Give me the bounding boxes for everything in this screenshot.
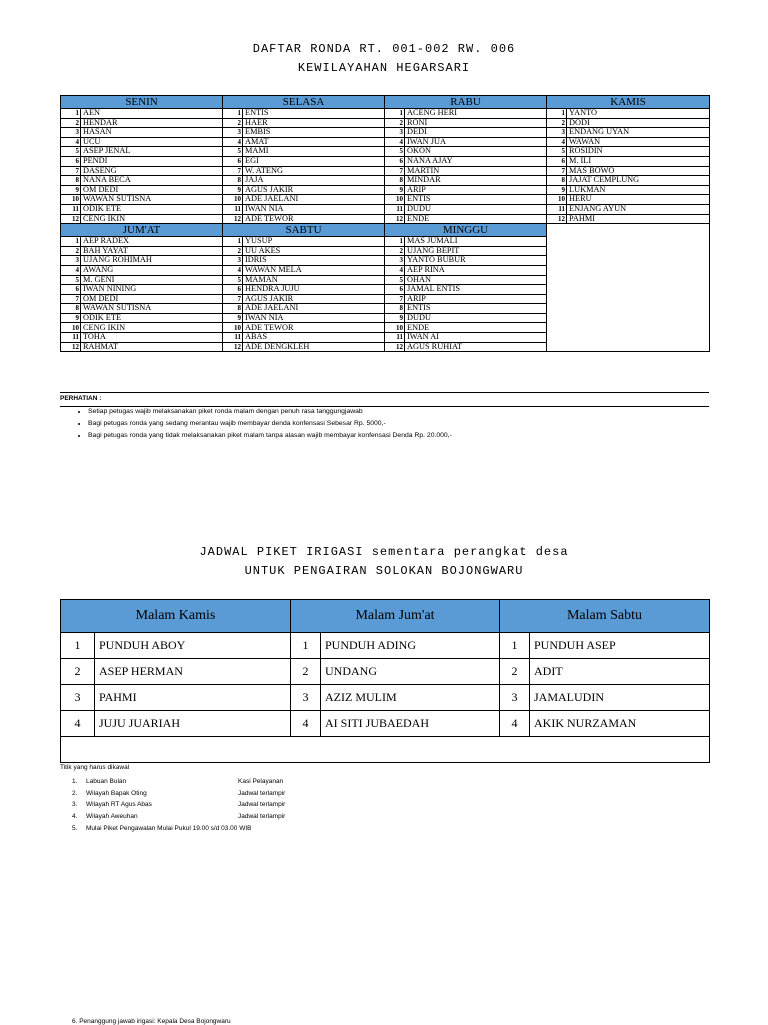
table-row xyxy=(61,214,710,224)
ronda-subtitle: KEWILAYAHAN HEGARSARI xyxy=(297,61,471,75)
piket-title: JADWAL PIKET IRIGASI sementara perangkat desa xyxy=(199,545,569,559)
row-number: 7 xyxy=(61,294,81,304)
member-name: ROSIDIN xyxy=(567,147,710,157)
member-name: WAWAN MELA xyxy=(243,265,385,275)
row-number: 3 xyxy=(223,256,243,266)
row-number: 2 xyxy=(61,118,81,128)
member-name: AWANG xyxy=(81,265,223,275)
row-number: 8 xyxy=(223,304,243,314)
row-number: 5 xyxy=(223,275,243,285)
row-number: 9 xyxy=(61,185,81,195)
member-name: DUDU xyxy=(405,204,547,214)
member-name: AGUS JAKIR xyxy=(243,185,385,195)
member-name: ENDE xyxy=(405,214,547,224)
member-name: BAH YAYAT xyxy=(81,246,223,256)
table-row xyxy=(61,176,710,186)
row-number: 11 xyxy=(61,333,81,343)
row-number: 9 xyxy=(385,313,405,323)
row-number: 6 xyxy=(223,156,243,166)
row-number: 10 xyxy=(223,323,243,333)
night-header: Malam Kamis xyxy=(61,600,291,633)
member-name: ENTIS xyxy=(405,304,547,314)
member-name: JAMAL ENTIS xyxy=(405,285,547,295)
table-row xyxy=(61,195,710,205)
row-number: 6 xyxy=(547,156,567,166)
member-name: ABAS xyxy=(243,333,385,343)
member-name: IWAN NIA xyxy=(243,204,385,214)
row-number: 7 xyxy=(547,166,567,176)
row-number: 1 xyxy=(291,633,321,659)
empty-box xyxy=(547,224,710,352)
row-number: 11 xyxy=(61,204,81,214)
row-number: 2 xyxy=(223,118,243,128)
member-name: ENJANG AYUN xyxy=(567,204,710,214)
row-number: 6 xyxy=(61,156,81,166)
row-number: 2 xyxy=(547,118,567,128)
member-name: DASENG xyxy=(81,166,223,176)
member-name: W. ATENG xyxy=(243,166,385,176)
row-number: 8 xyxy=(223,176,243,186)
row-number: 2 xyxy=(385,246,405,256)
member-name: MAMAN xyxy=(243,275,385,285)
member-name: CENG IKIN xyxy=(81,323,223,333)
member-name: ODIK ETE xyxy=(81,313,223,323)
member-name: ADE TEWOR xyxy=(243,214,385,224)
row-number: 12 xyxy=(547,214,567,224)
row-number: 11 xyxy=(385,204,405,214)
row-number: 5 xyxy=(61,275,81,285)
member-name: AEP RADEX xyxy=(81,237,223,247)
ronda-header-row xyxy=(61,96,710,109)
row-number: 4 xyxy=(385,137,405,147)
member-name: IDRIS xyxy=(243,256,385,266)
member-name: MINDAR xyxy=(405,176,547,186)
row-number: 12 xyxy=(61,214,81,224)
table-row xyxy=(61,204,710,214)
member-name: YUSUP xyxy=(243,237,385,247)
member-name: DODI xyxy=(567,118,710,128)
officer-name: PAHMI xyxy=(95,685,291,711)
row-number: 2 xyxy=(291,659,321,685)
row-number: 4 xyxy=(61,137,81,147)
row-number: 11 xyxy=(223,204,243,214)
table-row xyxy=(61,685,710,711)
member-name: HAER xyxy=(243,118,385,128)
member-name: JAJA xyxy=(243,176,385,186)
member-name: M. ILI xyxy=(567,156,710,166)
member-name: HENDRA JUJU xyxy=(243,285,385,295)
titik-item: 1. Labuan Bulan Kasi Pelayanan xyxy=(72,778,284,785)
member-name: ENDE xyxy=(405,323,547,333)
member-name: UJANG ROHIMAH xyxy=(81,256,223,266)
member-name: IWAN NINING xyxy=(81,285,223,295)
row-number: 1 xyxy=(223,237,243,247)
member-name: JAJAT CEMPLUNG xyxy=(567,176,710,186)
row-number: 12 xyxy=(385,214,405,224)
row-number: 1 xyxy=(500,633,530,659)
member-name: OM DEDI xyxy=(81,294,223,304)
piket-schedule-table xyxy=(60,599,710,763)
member-name: M. GENI xyxy=(81,275,223,285)
officer-name: AKIK NURZAMAN xyxy=(530,711,710,737)
day-header: MINGGU xyxy=(385,224,547,237)
empty-row xyxy=(61,737,710,763)
row-number: 10 xyxy=(61,195,81,205)
member-name: WAWAN xyxy=(567,137,710,147)
row-number: 1 xyxy=(61,633,95,659)
row-number: 3 xyxy=(61,128,81,138)
row-number: 3 xyxy=(385,256,405,266)
titik-item: 2. Wilayah Bapak Oting Jadwal terlampir xyxy=(72,789,286,797)
ronda-schedule-table xyxy=(60,95,710,352)
row-number: 10 xyxy=(61,323,81,333)
row-number: 4 xyxy=(61,265,81,275)
member-name: DUDU xyxy=(405,313,547,323)
officer-name: AI SITI JUBAEDAH xyxy=(321,711,500,737)
member-name: IWAN NIA xyxy=(243,313,385,323)
member-name: AEN xyxy=(81,109,223,119)
member-name: OHAN xyxy=(405,275,547,285)
titik-item: 3. Wilayah RT Agus Abas Jadwal terlampir xyxy=(72,801,286,809)
member-name: MAS JUMALI xyxy=(405,237,547,247)
member-name: TOHA xyxy=(81,333,223,343)
row-number: 7 xyxy=(385,166,405,176)
row-number: 7 xyxy=(223,166,243,176)
member-name: ADE TEWOR xyxy=(243,323,385,333)
table-row xyxy=(61,118,710,128)
table-row xyxy=(61,156,710,166)
row-number: 6 xyxy=(385,156,405,166)
officer-name: JUJU JUARIAH xyxy=(95,711,291,737)
table-row xyxy=(61,166,710,176)
row-number: 1 xyxy=(223,109,243,119)
row-number: 3 xyxy=(61,685,95,711)
divider-top xyxy=(60,392,709,393)
day-header: KAMIS xyxy=(547,96,710,109)
row-number: 1 xyxy=(61,237,81,247)
row-number: 7 xyxy=(385,294,405,304)
member-name: ACENG HERI xyxy=(405,109,547,119)
member-name: LUKMAN xyxy=(567,185,710,195)
notes-list xyxy=(60,406,452,442)
member-name: UCU xyxy=(81,137,223,147)
row-number: 2 xyxy=(61,246,81,256)
member-name: ADE DENGKLEH xyxy=(243,342,385,352)
member-name: PAHMI xyxy=(567,214,710,224)
row-number: 4 xyxy=(223,137,243,147)
member-name: ASEP JENAL xyxy=(81,147,223,157)
table-row xyxy=(61,633,710,659)
row-number: 3 xyxy=(547,128,567,138)
member-name: MARTIN xyxy=(405,166,547,176)
officer-name: UNDANG xyxy=(321,659,500,685)
perhatian-label: PERHATIAN : xyxy=(60,395,102,402)
row-number: 3 xyxy=(61,256,81,266)
table-row xyxy=(61,147,710,157)
night-header: Malam Sabtu xyxy=(500,600,710,633)
member-name: NANA BECA xyxy=(81,176,223,186)
member-name: IWAN JUA xyxy=(405,137,547,147)
row-number: 1 xyxy=(385,237,405,247)
member-name: AEP RINA xyxy=(405,265,547,275)
row-number: 12 xyxy=(385,342,405,352)
row-number: 11 xyxy=(385,333,405,343)
row-number: 3 xyxy=(500,685,530,711)
member-name: ENTIS xyxy=(243,109,385,119)
ronda-title: DAFTAR RONDA RT. 001-002 RW. 006 xyxy=(252,42,516,56)
row-number: 9 xyxy=(547,185,567,195)
officer-name: PUNDUH ASEP xyxy=(530,633,710,659)
day-header: RABU xyxy=(385,96,547,109)
note-item: • Bagi petugas ronda yang sedang merantau wajib membayar denda konfensasi Sebesar Rp. 5000,- xyxy=(88,418,452,430)
night-header: Malam Jum'at xyxy=(291,600,500,633)
row-number: 7 xyxy=(61,166,81,176)
row-number: 8 xyxy=(547,176,567,186)
row-number: 5 xyxy=(385,275,405,285)
piket-header-row xyxy=(61,600,710,633)
table-row xyxy=(61,711,710,737)
member-name: OM DEDI xyxy=(81,185,223,195)
row-number: 9 xyxy=(385,185,405,195)
member-name: DEDI xyxy=(405,128,547,138)
officer-name: JAMALUDIN xyxy=(530,685,710,711)
day-header: JUM'AT xyxy=(61,224,223,237)
row-number: 6 xyxy=(385,285,405,295)
row-number: 5 xyxy=(385,147,405,157)
row-number: 4 xyxy=(547,137,567,147)
row-number: 4 xyxy=(291,711,321,737)
member-name: MAMI xyxy=(243,147,385,157)
row-number: 4 xyxy=(385,265,405,275)
row-number: 5 xyxy=(547,147,567,157)
row-number: 3 xyxy=(385,128,405,138)
row-number: 12 xyxy=(223,342,243,352)
member-name: WAWAN SUTISNA xyxy=(81,304,223,314)
row-number: 5 xyxy=(223,147,243,157)
row-number: 11 xyxy=(223,333,243,343)
titik-label: Titik yang harus dikawal xyxy=(60,764,130,771)
row-number: 8 xyxy=(61,176,81,186)
member-name: ADE JAELANI xyxy=(243,195,385,205)
row-number: 4 xyxy=(500,711,530,737)
titik-item: 5. Mulai Piket Pengawalan Mulai Pukul 19.00 s/d 03.00 WIB xyxy=(72,824,252,832)
piket-subtitle: UNTUK PENGAIRAN SOLOKAN BOJONGWARU xyxy=(244,564,524,578)
table-row xyxy=(61,109,710,119)
member-name: AGUS RUHIAT xyxy=(405,342,547,352)
member-name: HASAN xyxy=(81,128,223,138)
member-name: YANTO xyxy=(567,109,710,119)
member-name: UU AKES xyxy=(243,246,385,256)
row-number: 3 xyxy=(223,128,243,138)
row-number: 1 xyxy=(61,109,81,119)
note-item: • Bagi petugas ronda yang tidak melaksanakan piket malam tanpa alasan wajib membayar konfensasi Denda Rp. 20.000,- xyxy=(88,430,452,442)
member-name: ARIP xyxy=(405,185,547,195)
member-name: AMAT xyxy=(243,137,385,147)
member-name: NANA AJAY xyxy=(405,156,547,166)
member-name: ENDANG UYAN xyxy=(567,128,710,138)
member-name: ENTIS xyxy=(405,195,547,205)
row-number: 5 xyxy=(61,147,81,157)
member-name: CENG IKIN xyxy=(81,214,223,224)
row-number: 6 xyxy=(223,285,243,295)
member-name: UJANG BEPIT xyxy=(405,246,547,256)
member-name: MAS BOWO xyxy=(567,166,710,176)
member-name: EGI xyxy=(243,156,385,166)
row-number: 10 xyxy=(547,195,567,205)
footer-cut-text: 6. Penanggung jawab irigasi: Kepala Desa Bojongwaru xyxy=(72,1018,231,1025)
row-number: 7 xyxy=(223,294,243,304)
table-row xyxy=(61,137,710,147)
officer-name: ADIT xyxy=(530,659,710,685)
member-name: HENDAR xyxy=(81,118,223,128)
table-row xyxy=(61,659,710,685)
titik-item: 4. Wilayah Aweuhan Jadwal terlampir xyxy=(72,813,286,821)
ronda-header-row xyxy=(61,224,710,237)
row-number: 10 xyxy=(385,195,405,205)
member-name: EMBIS xyxy=(243,128,385,138)
row-number: 10 xyxy=(385,323,405,333)
note-item: • Setiap petugas wajib melaksanakan piket ronda malam dengan penuh rasa tanggungjawab xyxy=(88,406,452,418)
row-number: 9 xyxy=(61,313,81,323)
row-number: 4 xyxy=(223,265,243,275)
member-name: ODIK ETE xyxy=(81,204,223,214)
member-name: OKON xyxy=(405,147,547,157)
empty-cell xyxy=(61,737,710,763)
member-name: WAWAN SUTISNA xyxy=(81,195,223,205)
member-name: YANTO BUBUR xyxy=(405,256,547,266)
row-number: 2 xyxy=(61,659,95,685)
row-number: 12 xyxy=(223,214,243,224)
officer-name: AZIZ MULIM xyxy=(321,685,500,711)
row-number: 1 xyxy=(385,109,405,119)
row-number: 9 xyxy=(223,313,243,323)
row-number: 9 xyxy=(223,185,243,195)
table-row xyxy=(61,128,710,138)
day-header: SABTU xyxy=(223,224,385,237)
officer-name: ASEP HERMAN xyxy=(95,659,291,685)
row-number: 6 xyxy=(61,285,81,295)
row-number: 4 xyxy=(61,711,95,737)
row-number: 2 xyxy=(385,118,405,128)
officer-name: PUNDUH ABOY xyxy=(95,633,291,659)
row-number: 3 xyxy=(291,685,321,711)
member-name: HERU xyxy=(567,195,710,205)
row-number: 11 xyxy=(547,204,567,214)
table-row xyxy=(61,185,710,195)
member-name: ADE JAELANI xyxy=(243,304,385,314)
row-number: 8 xyxy=(385,176,405,186)
member-name: ARIP xyxy=(405,294,547,304)
member-name: AGUS JAKIR xyxy=(243,294,385,304)
member-name: PENDI xyxy=(81,156,223,166)
row-number: 12 xyxy=(61,342,81,352)
row-number: 2 xyxy=(223,246,243,256)
member-name: RAHMAT xyxy=(81,342,223,352)
member-name: RONI xyxy=(405,118,547,128)
row-number: 8 xyxy=(61,304,81,314)
officer-name: PUNDUH ADING xyxy=(321,633,500,659)
row-number: 1 xyxy=(547,109,567,119)
member-name: IWAN AI xyxy=(405,333,547,343)
day-header: SENIN xyxy=(61,96,223,109)
day-header: SELASA xyxy=(223,96,385,109)
titik-list xyxy=(72,776,285,835)
row-number: 10 xyxy=(223,195,243,205)
row-number: 8 xyxy=(385,304,405,314)
row-number: 2 xyxy=(500,659,530,685)
